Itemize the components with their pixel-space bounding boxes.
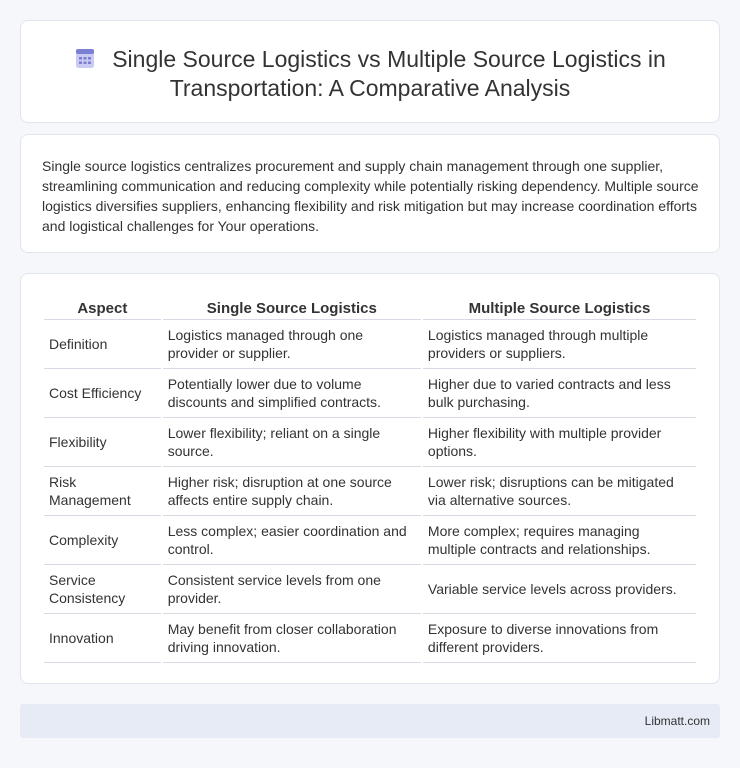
cell-aspect: Risk Management (44, 467, 161, 516)
footer-site-link[interactable]: Libmatt.com (644, 714, 710, 728)
cell-single: Potentially lower due to volume discounts and simplified contracts. (163, 369, 421, 418)
intro-paragraph: Single source logistics centralizes procurement and supply chain management through one supplier, streamlining communication and reducing complexity while potentially risking dependency. Multiple source logistics diversifies suppliers, enhancing flexibility and risk mitigation but may increase coordination efforts and logistical challenges for Your operations. (42, 158, 699, 234)
header-multiple-source: Multiple Source Logistics (423, 294, 696, 320)
document-icon (74, 47, 96, 69)
header-single-source: Single Source Logistics (163, 294, 421, 320)
cell-aspect: Innovation (44, 614, 161, 663)
cell-aspect: Complexity (44, 516, 161, 565)
table-row (44, 467, 696, 516)
table-row (44, 320, 696, 369)
cell-multiple: Logistics managed through multiple providers or suppliers. (423, 320, 696, 369)
cell-multiple: Variable service levels across providers. (423, 565, 696, 614)
table-header-row (44, 294, 696, 320)
cell-single: Less complex; easier coordination and control. (163, 516, 421, 565)
table-row (44, 516, 696, 565)
cell-single: Lower flexibility; reliant on a single source. (163, 418, 421, 467)
cell-single: Consistent service levels from one provider. (163, 565, 421, 614)
table-row (44, 418, 696, 467)
table-row (44, 369, 696, 418)
cell-multiple: Higher due to varied contracts and less bulk purchasing. (423, 369, 696, 418)
cell-single: Logistics managed through one provider or supplier. (163, 320, 421, 369)
cell-multiple: More complex; requires managing multiple contracts and relationships. (423, 516, 696, 565)
cell-single: May benefit from closer collaboration driving innovation. (163, 614, 421, 663)
table-row (44, 614, 696, 663)
page-title-wrap (21, 45, 719, 103)
intro-card (20, 134, 720, 253)
cell-multiple: Exposure to diverse innovations from different providers. (423, 614, 696, 663)
cell-multiple: Higher flexibility with multiple provider options. (423, 418, 696, 467)
header-aspect: Aspect (44, 294, 161, 320)
footer-bar (20, 704, 720, 738)
title-card (20, 20, 720, 123)
cell-multiple: Lower risk; disruptions can be mitigated via alternative sources. (423, 467, 696, 516)
page-title: Single Source Logistics vs Multiple Source Logistics in Transportation: A Comparative Analysis (112, 46, 666, 101)
comparison-card (20, 273, 720, 684)
cell-aspect: Definition (44, 320, 161, 369)
cell-aspect: Service Consistency (44, 565, 161, 614)
cell-aspect: Cost Efficiency (44, 369, 161, 418)
comparison-table (42, 294, 698, 663)
cell-single: Higher risk; disruption at one source affects entire supply chain. (163, 467, 421, 516)
table-row (44, 565, 696, 614)
cell-aspect: Flexibility (44, 418, 161, 467)
